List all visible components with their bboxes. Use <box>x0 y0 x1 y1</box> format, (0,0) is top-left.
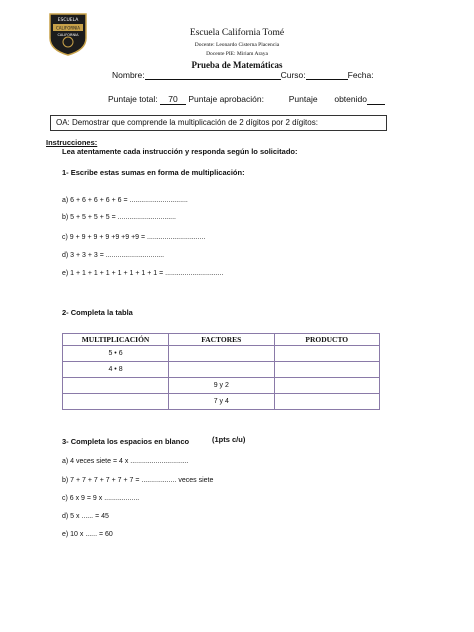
section3-item-d[interactable]: d) 5 x ...... = 45 <box>62 513 109 520</box>
multiplication-table <box>62 333 380 410</box>
header-factores: FACTORES <box>169 334 274 346</box>
instructions-title: Instrucciones: <box>46 138 98 147</box>
puntaje-total-value: 70 <box>160 94 186 105</box>
table-cell[interactable] <box>169 362 274 378</box>
oa-box: OA: Demostrar que comprende la multiplicación de 2 dígitos por 2 dígitos: <box>50 115 387 131</box>
table-header-row <box>63 334 380 346</box>
table-cell[interactable] <box>169 346 274 362</box>
section1-item-b[interactable]: b) 5 + 5 + 5 + 5 = .............................. <box>62 214 176 221</box>
table-row <box>63 394 380 410</box>
table-cell[interactable] <box>63 394 169 410</box>
table-cell[interactable] <box>274 362 380 378</box>
section1-item-e[interactable]: e) 1 + 1 + 1 + 1 + 1 + 1 + 1 + 1 = .............................. <box>62 270 224 277</box>
section3-item-a[interactable]: a) 4 veces siete = 4 x .............................. <box>62 458 189 465</box>
school-name: Escuela California Tomé <box>189 28 285 38</box>
exam-title: Prueba de Matemáticas <box>191 60 283 70</box>
section3-item-e[interactable]: e) 10 x ...... = 60 <box>62 531 113 538</box>
table-row <box>63 346 380 362</box>
puntaje-total-label: Puntaje total: <box>108 94 158 104</box>
pie-teacher-line: Docente PIE: Miriam Araya <box>206 51 268 57</box>
curso-label: Curso: <box>280 70 306 80</box>
table-cell: 7 y 4 <box>169 394 274 410</box>
table-cell: 9 y 2 <box>169 378 274 394</box>
section1-item-d[interactable]: d) 3 + 3 + 3 = .............................. <box>62 252 165 259</box>
section1-title: 1- Escribe estas sumas en forma de multiplicación: <box>62 168 245 177</box>
name-row <box>112 70 374 80</box>
header-producto: PRODUCTO <box>274 334 380 346</box>
svg-text:ESCUELA: ESCUELA <box>57 18 79 23</box>
header-multiplicacion: MULTIPLICACIÓN <box>63 334 169 346</box>
puntaje-label: Puntaje <box>288 94 318 104</box>
table-cell: 5 • 6 <box>63 346 169 362</box>
score-row <box>108 94 385 105</box>
obtenido-label: obtenido <box>334 94 367 104</box>
section3-points: (1pts c/u) <box>212 435 246 444</box>
section1-item-c[interactable]: c) 9 + 9 + 9 + 9 +9 +9 +9 = .............................. <box>62 234 206 241</box>
nombre-label: Nombre: <box>112 70 145 80</box>
section3-item-b[interactable]: b) 7 + 7 + 7 + 7 + 7 + 7 = .................. veces siete <box>62 477 214 484</box>
curso-field[interactable] <box>306 70 348 80</box>
table-cell[interactable] <box>274 378 380 394</box>
nombre-field[interactable] <box>145 70 281 80</box>
table-cell[interactable] <box>63 378 169 394</box>
teacher-line: Docente: Leonardo Cisterna Placencia <box>194 42 280 48</box>
puntaje-aprobacion-label: Puntaje aprobación: <box>188 94 264 104</box>
section3-item-c[interactable]: c) 6 x 9 = 9 x .................. <box>62 495 140 502</box>
fecha-label: Fecha: <box>347 70 374 80</box>
table-cell[interactable] <box>274 346 380 362</box>
instructions-text: Lea atentamente cada instrucción y responda según lo solicitado: <box>62 147 298 156</box>
svg-text:CALIFORNIA: CALIFORNIA <box>57 33 79 37</box>
section1-item-a[interactable]: a) 6 + 6 + 6 + 6 + 6 = .............................. <box>62 197 188 204</box>
table-row <box>63 378 380 394</box>
section2-title: 2- Completa la tabla <box>62 308 133 317</box>
table-row <box>63 362 380 378</box>
section3-title: 3- Completa los espacios en blanco <box>62 437 190 446</box>
table-cell[interactable] <box>274 394 380 410</box>
obtenido-field[interactable] <box>367 95 385 105</box>
table-cell: 4 • 8 <box>63 362 169 378</box>
svg-text:CALIFORNIA: CALIFORNIA <box>55 25 81 31</box>
